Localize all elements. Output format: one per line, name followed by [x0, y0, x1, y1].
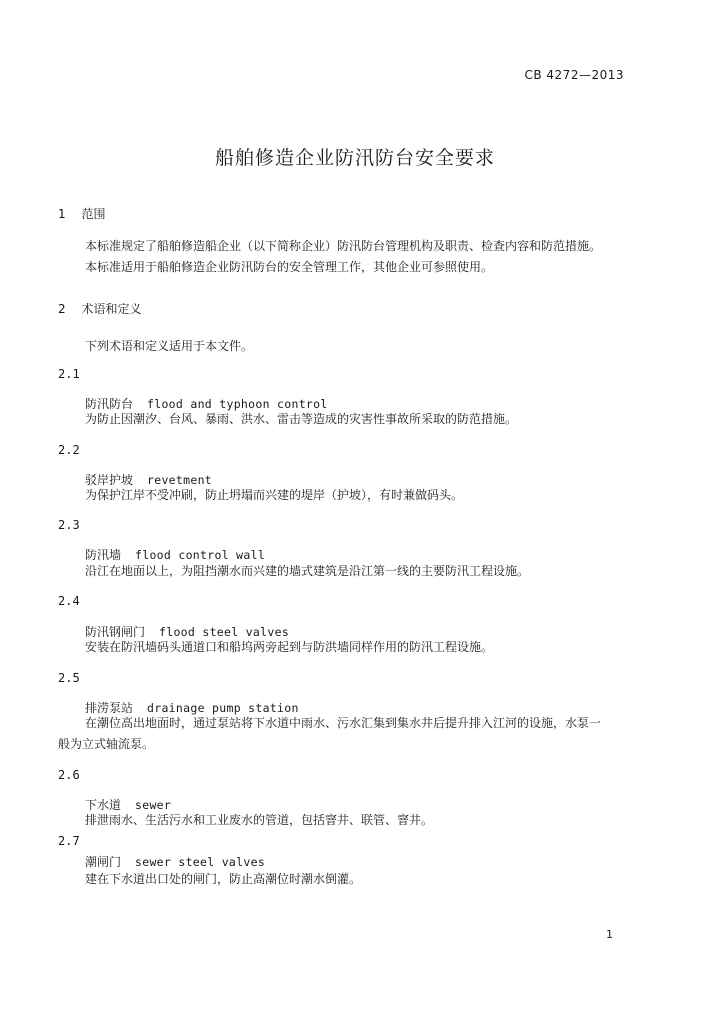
term-en: revetment — [147, 473, 213, 487]
term-zh: 潮闸门 — [85, 855, 122, 869]
term-en: flood and typhoon control — [147, 397, 328, 411]
document-title: 船舶修造企业防汛防台安全要求 — [214, 147, 495, 169]
term-en: flood control wall — [135, 548, 266, 562]
term-entry — [85, 853, 265, 870]
term-en: sewer steel valves — [135, 855, 266, 869]
page-number: 1 — [606, 928, 613, 941]
term-number: 2.7 — [58, 834, 80, 848]
section-heading — [58, 205, 105, 222]
paragraph: 本标准规定了船舶修造船企业（以下简称企业）防汛防台管理机构及职责、检查内容和防范措施。 — [85, 239, 602, 253]
term-number: 2.4 — [58, 594, 80, 608]
term-zh: 防汛钢闸门 — [85, 625, 146, 639]
section-title: 范围 — [81, 207, 106, 221]
term-number: 2.3 — [58, 518, 80, 532]
standard-number: CB 4272—2013 — [524, 68, 624, 82]
term-zh: 防汛墙 — [85, 548, 122, 562]
term-zh: 下水道 — [85, 798, 122, 812]
term-definition: 沿江在地面以上，为阻挡潮水而兴建的墙式建筑是沿江第一线的主要防汛工程设施。 — [85, 564, 530, 578]
term-number: 2.6 — [58, 768, 80, 782]
term-definition: 排泄雨水、生活污水和工业废水的管道，包括窨井、联管、窨井。 — [85, 813, 434, 827]
term-number: 2.1 — [58, 367, 80, 381]
section-title: 术语和定义 — [81, 302, 142, 316]
term-zh: 排涝泵站 — [85, 701, 134, 715]
term-number: 2.2 — [58, 443, 80, 457]
section-heading — [58, 300, 141, 317]
term-zh: 防汛防台 — [85, 397, 134, 411]
section-number: 2 — [58, 302, 66, 316]
term-en: drainage pump station — [147, 701, 299, 715]
term-en: flood steel valves — [159, 625, 290, 639]
term-definition: 为保护江岸不受冲刷，防止坍塌而兴建的堤岸（护坡），有时兼做码头。 — [85, 488, 464, 502]
term-definition: 安装在防汛墙码头通道口和船坞两旁起到与防洪墙同样作用的防汛工程设施。 — [85, 640, 494, 654]
term-en: sewer — [135, 798, 172, 812]
term-definition: 在潮位高出地面时，通过泵站将下水道中雨水、污水汇集到集水井后提升排入江河的设施，水泵一般为立式轴流泵。 — [58, 716, 602, 751]
term-number: 2.5 — [58, 671, 80, 685]
term-definition: 建在下水道出口处的闸门，防止高潮位时潮水倒灌。 — [85, 872, 362, 886]
term-zh: 驳岸护坡 — [85, 473, 134, 487]
term-definition: 为防止因潮汐、台风、暴雨、洪水、雷击等造成的灾害性事故所采取的防范措施。 — [85, 412, 518, 426]
section-number: 1 — [58, 207, 66, 221]
paragraph: 本标准适用于船舶修造企业防汛防台的安全管理工作，其他企业可参照使用。 — [85, 260, 494, 274]
paragraph: 下列术语和定义适用于本文件。 — [85, 339, 254, 353]
